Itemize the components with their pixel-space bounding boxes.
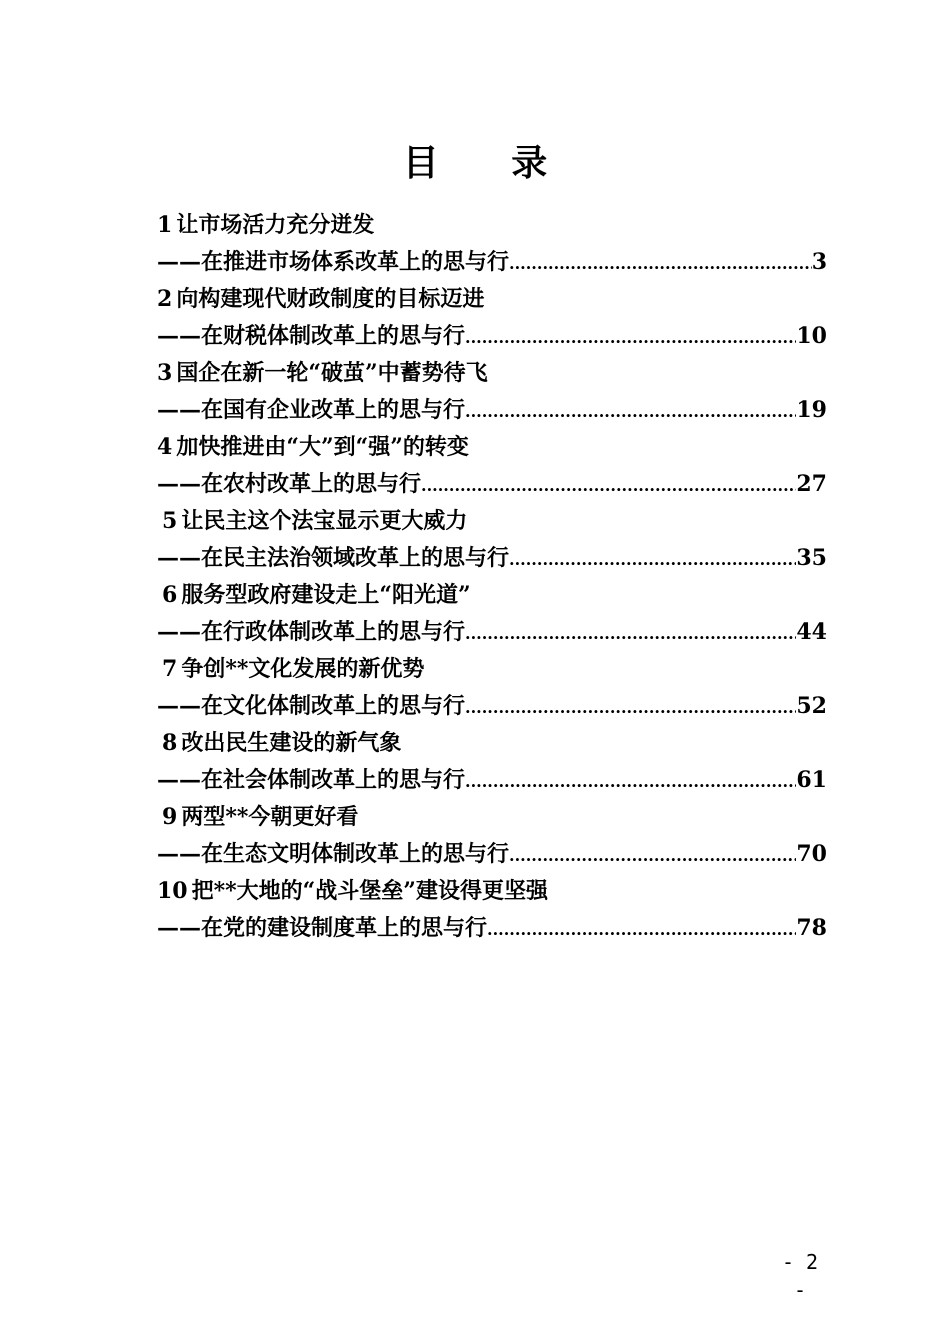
toc-entry-title [157,799,827,836]
toc-entry-number: 3 [157,360,173,386]
toc-entry-title-text: 让市场活力充分迸发 [176,212,375,238]
dot-leader [465,393,796,429]
toc-entry-page-number: 10 [796,323,827,349]
dot-leader [509,837,796,873]
toc-entry-title [157,281,827,318]
toc-entry-title [157,503,827,540]
dot-leader [509,541,796,577]
toc-entry-number: 4 [157,434,173,460]
toc-entry-page-number: 19 [796,397,827,423]
toc-entry-number: 9 [162,804,178,830]
dot-leader [509,245,812,281]
toc-entry-page-number: 78 [796,915,827,941]
toc-entry-subtitle-text: ——在国有企业改革上的思与行 [157,397,466,423]
table-of-contents [157,207,827,947]
toc-entry-title-text: 把**大地的“战斗堡垒”建设得更坚强 [191,878,548,904]
dot-leader [465,763,796,799]
toc-entry-title-text: 加快推进由“大”到“强”的转变 [176,434,469,460]
toc-entry-number: 2 [157,286,173,312]
toc-entry-subtitle[interactable] [157,392,827,429]
toc-entry-page-number: 44 [796,619,827,645]
toc-entry-subtitle-text: ——在农村改革上的思与行 [157,471,422,497]
dot-leader [465,319,796,355]
toc-entry-subtitle-text: ——在财税体制改革上的思与行 [157,323,466,349]
toc-entry-subtitle-text: ——在民主法治领域改革上的思与行 [157,545,510,571]
toc-entry-page-number: 27 [796,471,827,497]
toc-entry-subtitle[interactable] [157,614,827,651]
toc-entry-title-text: 服务型政府建设走上“阳光道” [181,582,471,608]
toc-entry-subtitle-text: ——在生态文明体制改革上的思与行 [157,841,510,867]
toc-entry-subtitle[interactable] [157,466,827,503]
toc-entry-title [157,355,827,392]
toc-entry-subtitle[interactable] [157,762,827,799]
toc-entry-title-text: 国企在新一轮“破茧”中蓄势待飞 [176,360,488,386]
dot-leader [487,911,796,947]
toc-entry-number: 8 [162,730,178,756]
dot-leader [421,467,796,503]
toc-entry-page-number: 70 [796,841,827,867]
toc-entry-subtitle-text: ——在党的建设制度革上的思与行 [157,915,488,941]
toc-entry-title-text: 向构建现代财政制度的目标迈进 [176,286,485,312]
toc-entry-page-number: 61 [796,767,827,793]
toc-entry-subtitle[interactable] [157,836,827,873]
toc-entry-number: 10 [157,878,188,904]
toc-entry-page-number: 52 [796,693,827,719]
toc-entry-number: 5 [162,508,178,534]
dot-leader [465,689,796,725]
toc-entry-subtitle-text: ——在社会体制改革上的思与行 [157,767,466,793]
toc-entry-title-text: 让民主这个法宝显示更大威力 [181,508,468,534]
toc-entry-title [157,429,827,466]
toc-entry-subtitle-text: ——在推进市场体系改革上的思与行 [157,249,510,275]
toc-entry-subtitle[interactable] [157,688,827,725]
toc-entry-title [157,207,827,244]
dot-leader [465,615,796,651]
toc-entry-page-number: 35 [796,545,827,571]
toc-entry-title [157,577,827,614]
page-number-footer: - 2 - [781,1250,819,1302]
toc-entry-title-text: 争创**文化发展的新优势 [181,656,425,682]
toc-entry-subtitle[interactable] [157,910,827,947]
toc-entry-page-number: 3 [811,249,827,275]
toc-entry-number: 6 [162,582,178,608]
toc-entry-title [157,725,827,762]
page-title: 目 录 [402,142,578,184]
toc-entry-title-text: 改出民生建设的新气象 [181,730,402,756]
toc-entry-subtitle-text: ——在文化体制改革上的思与行 [157,693,466,719]
toc-entry-subtitle[interactable] [157,318,827,355]
toc-entry-subtitle[interactable] [157,540,827,577]
toc-entry-number: 1 [157,212,173,238]
toc-entry-subtitle-text: ——在行政体制改革上的思与行 [157,619,466,645]
toc-entry-number: 7 [162,656,178,682]
toc-entry-title [157,651,827,688]
toc-entry-title-text: 两型**今朝更好看 [181,804,359,830]
toc-entry-subtitle[interactable] [157,244,827,281]
toc-entry-title [157,873,827,910]
